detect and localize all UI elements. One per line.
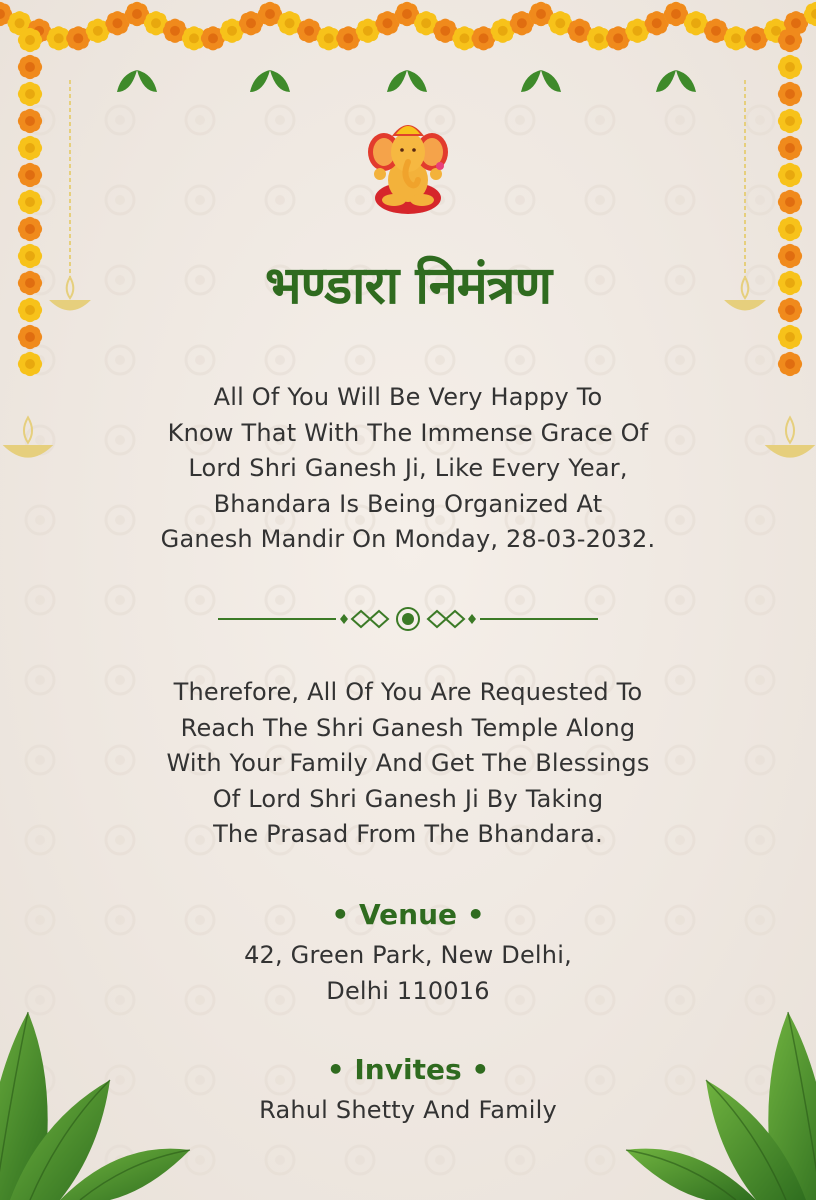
request-line: Therefore, All Of You Are Requested To [173,678,643,706]
request-line: With Your Family And Get The Blessings [166,749,650,777]
invites-line: Rahul Shetty And Family [259,1096,557,1124]
intro-line: Know That With The Immense Grace Of [167,418,649,447]
intro-line: Ganesh Mandir On Monday, 28-03-2032. [160,525,656,553]
venue-heading: • Venue • [331,898,485,931]
intro-line: Lord Shri Ganesh Ji, Like Every Year, [188,454,628,482]
venue-line: Delhi 110016 [326,976,490,1005]
venue-line: 42, Green Park, New Delhi, [244,941,572,969]
intro-line: All Of You Will Be Very Happy To [213,383,603,411]
request-line: Reach The Shri Ganesh Temple Along [180,713,636,742]
request-line: The Prasad From The Bhandara. [213,820,603,848]
page-title: भण्डारा निमंत्रण [264,256,552,316]
invites-heading: • Invites • [326,1053,490,1086]
request-line: Of Lord Shri Ganesh Ji By Taking [212,784,604,813]
intro-line: Bhandara Is Being Organized At [213,489,603,518]
